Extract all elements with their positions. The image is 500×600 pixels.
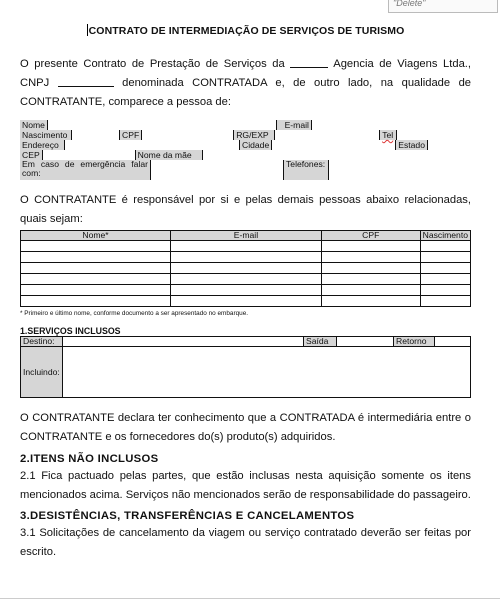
footnote: * Primeiro e último nome, conforme documento a ser apresentado no embarque. xyxy=(20,310,249,317)
intro-paragraph: O presente Contrato de Prestação de Serviços da Agencia de Viagens Ltda., CNPJ denominada CONTRATADA e, de outro lado, na qualidade de CONTRATANTE, comparece a pessoa de: xyxy=(20,58,472,108)
label-cidade: Cidade xyxy=(240,140,272,150)
field-nome-mae[interactable] xyxy=(202,150,471,160)
passenger-cell[interactable] xyxy=(420,263,470,274)
section2-text: 2.1 Fica pactuado pelas partes, que estão inclusas nesta aquisição somente os itens mencionados acima. Serviços não mencionados serão de responsabilidade do passageiro. xyxy=(20,470,471,501)
comment-balloon-stub xyxy=(0,0,500,14)
section1-title: 1.SERVIÇOS INCLUSOS xyxy=(20,326,121,336)
label-cpf: CPF xyxy=(120,130,142,140)
label-retorno: Retorno xyxy=(394,337,435,346)
section2-title: 2.ITENS NÃO INCLUSOS xyxy=(20,453,159,465)
field-cidade[interactable] xyxy=(272,140,396,150)
table-row xyxy=(21,285,471,296)
label-nascimento: Nascimento xyxy=(20,130,72,140)
field-emergencia[interactable] xyxy=(151,160,284,180)
field-nascimento[interactable] xyxy=(72,130,120,140)
delete-comment-box xyxy=(388,0,498,13)
client-form-table xyxy=(20,120,471,180)
passenger-cell[interactable] xyxy=(171,285,322,296)
passenger-cell[interactable] xyxy=(420,241,470,252)
field-cpf[interactable] xyxy=(142,130,234,140)
passenger-cell[interactable] xyxy=(171,263,322,274)
label-nome: Nome xyxy=(20,120,47,130)
col-email: E-mail xyxy=(171,231,322,241)
passenger-cell[interactable] xyxy=(420,252,470,263)
passenger-cell[interactable] xyxy=(321,241,420,252)
declaration-paragraph: O CONTRATANTE declara ter conhecimento que a CONTRATADA é intermediária entre o CONTRATANTE e os fornecedores do(s) produto(s) adquiridos. xyxy=(20,412,471,443)
label-email: E-mail xyxy=(276,120,311,130)
passenger-cell[interactable] xyxy=(21,274,171,285)
col-cpf: CPF xyxy=(321,231,420,241)
delete-label: "Delete" xyxy=(393,0,426,8)
passengers-table xyxy=(20,230,471,307)
text-cursor xyxy=(87,24,88,36)
cnpj-blank xyxy=(58,76,114,87)
passenger-cell[interactable] xyxy=(21,252,171,263)
field-tel[interactable] xyxy=(397,130,471,140)
table-row xyxy=(21,274,471,285)
table-row xyxy=(21,263,471,274)
passenger-cell[interactable] xyxy=(321,274,420,285)
field-telefones[interactable] xyxy=(329,160,472,180)
responsible-paragraph: O CONTRATANTE é responsável por si e pelas demais pessoas abaixo relacionadas, quais sejam: xyxy=(20,194,471,225)
document-title: CONTRATO DE INTERMEDIAÇÃO DE SERVIÇOS DE TURISMO xyxy=(88,25,405,37)
field-endereco[interactable] xyxy=(65,140,240,150)
label-cep: CEP xyxy=(20,150,42,160)
field-rg[interactable] xyxy=(275,130,380,140)
field-destino[interactable] xyxy=(63,337,304,346)
passenger-cell[interactable] xyxy=(321,252,420,263)
label-saida: Saída xyxy=(304,337,337,346)
label-endereco: Endereço xyxy=(20,140,65,150)
document-page xyxy=(20,14,471,562)
field-nome[interactable] xyxy=(47,120,276,130)
passengers-body xyxy=(21,241,471,307)
label-tel: Tel xyxy=(380,130,397,140)
field-email[interactable] xyxy=(311,120,471,130)
label-rg: RG/EXP xyxy=(234,130,275,140)
field-retorno[interactable] xyxy=(435,337,471,346)
table-row xyxy=(21,296,471,307)
label-destino: Destino: xyxy=(21,337,63,346)
label-estado: Estado xyxy=(396,140,428,150)
passenger-cell[interactable] xyxy=(321,285,420,296)
field-incluindo[interactable] xyxy=(63,347,471,397)
label-emergencia: Em caso de emergência falar com: xyxy=(20,160,151,180)
passenger-cell[interactable] xyxy=(420,285,470,296)
passenger-cell[interactable] xyxy=(171,241,322,252)
agency-blank xyxy=(290,57,328,68)
label-incluindo: Incluindo: xyxy=(21,347,63,397)
table-row xyxy=(21,252,471,263)
passenger-cell[interactable] xyxy=(171,252,322,263)
section3-title: 3.DESISTÊNCIAS, TRANSFERÊNCIAS E CANCELAMENTOS xyxy=(20,510,355,522)
passenger-cell[interactable] xyxy=(171,296,322,307)
table-row xyxy=(21,241,471,252)
passenger-cell[interactable] xyxy=(21,263,171,274)
passenger-cell[interactable] xyxy=(321,296,420,307)
col-nascimento: Nascimento xyxy=(420,231,470,241)
section3-text: 3.1 Solicitações de cancelamento da viagem ou serviço contratado deverão ser feitas por escrito. xyxy=(20,527,471,558)
passenger-cell[interactable] xyxy=(21,285,171,296)
passenger-cell[interactable] xyxy=(21,296,171,307)
label-telefones: Telefones: xyxy=(284,160,329,180)
page-bottom-edge xyxy=(0,598,500,599)
passenger-cell[interactable] xyxy=(171,274,322,285)
passenger-cell[interactable] xyxy=(321,263,420,274)
passenger-cell[interactable] xyxy=(420,296,470,307)
label-nome-mae: Nome da mãe xyxy=(135,150,202,160)
field-saida[interactable] xyxy=(337,337,394,346)
field-estado[interactable] xyxy=(428,140,471,150)
passenger-cell[interactable] xyxy=(420,274,470,285)
services-table xyxy=(20,336,471,398)
passenger-cell[interactable] xyxy=(21,241,171,252)
col-nome: Nome* xyxy=(21,231,171,241)
